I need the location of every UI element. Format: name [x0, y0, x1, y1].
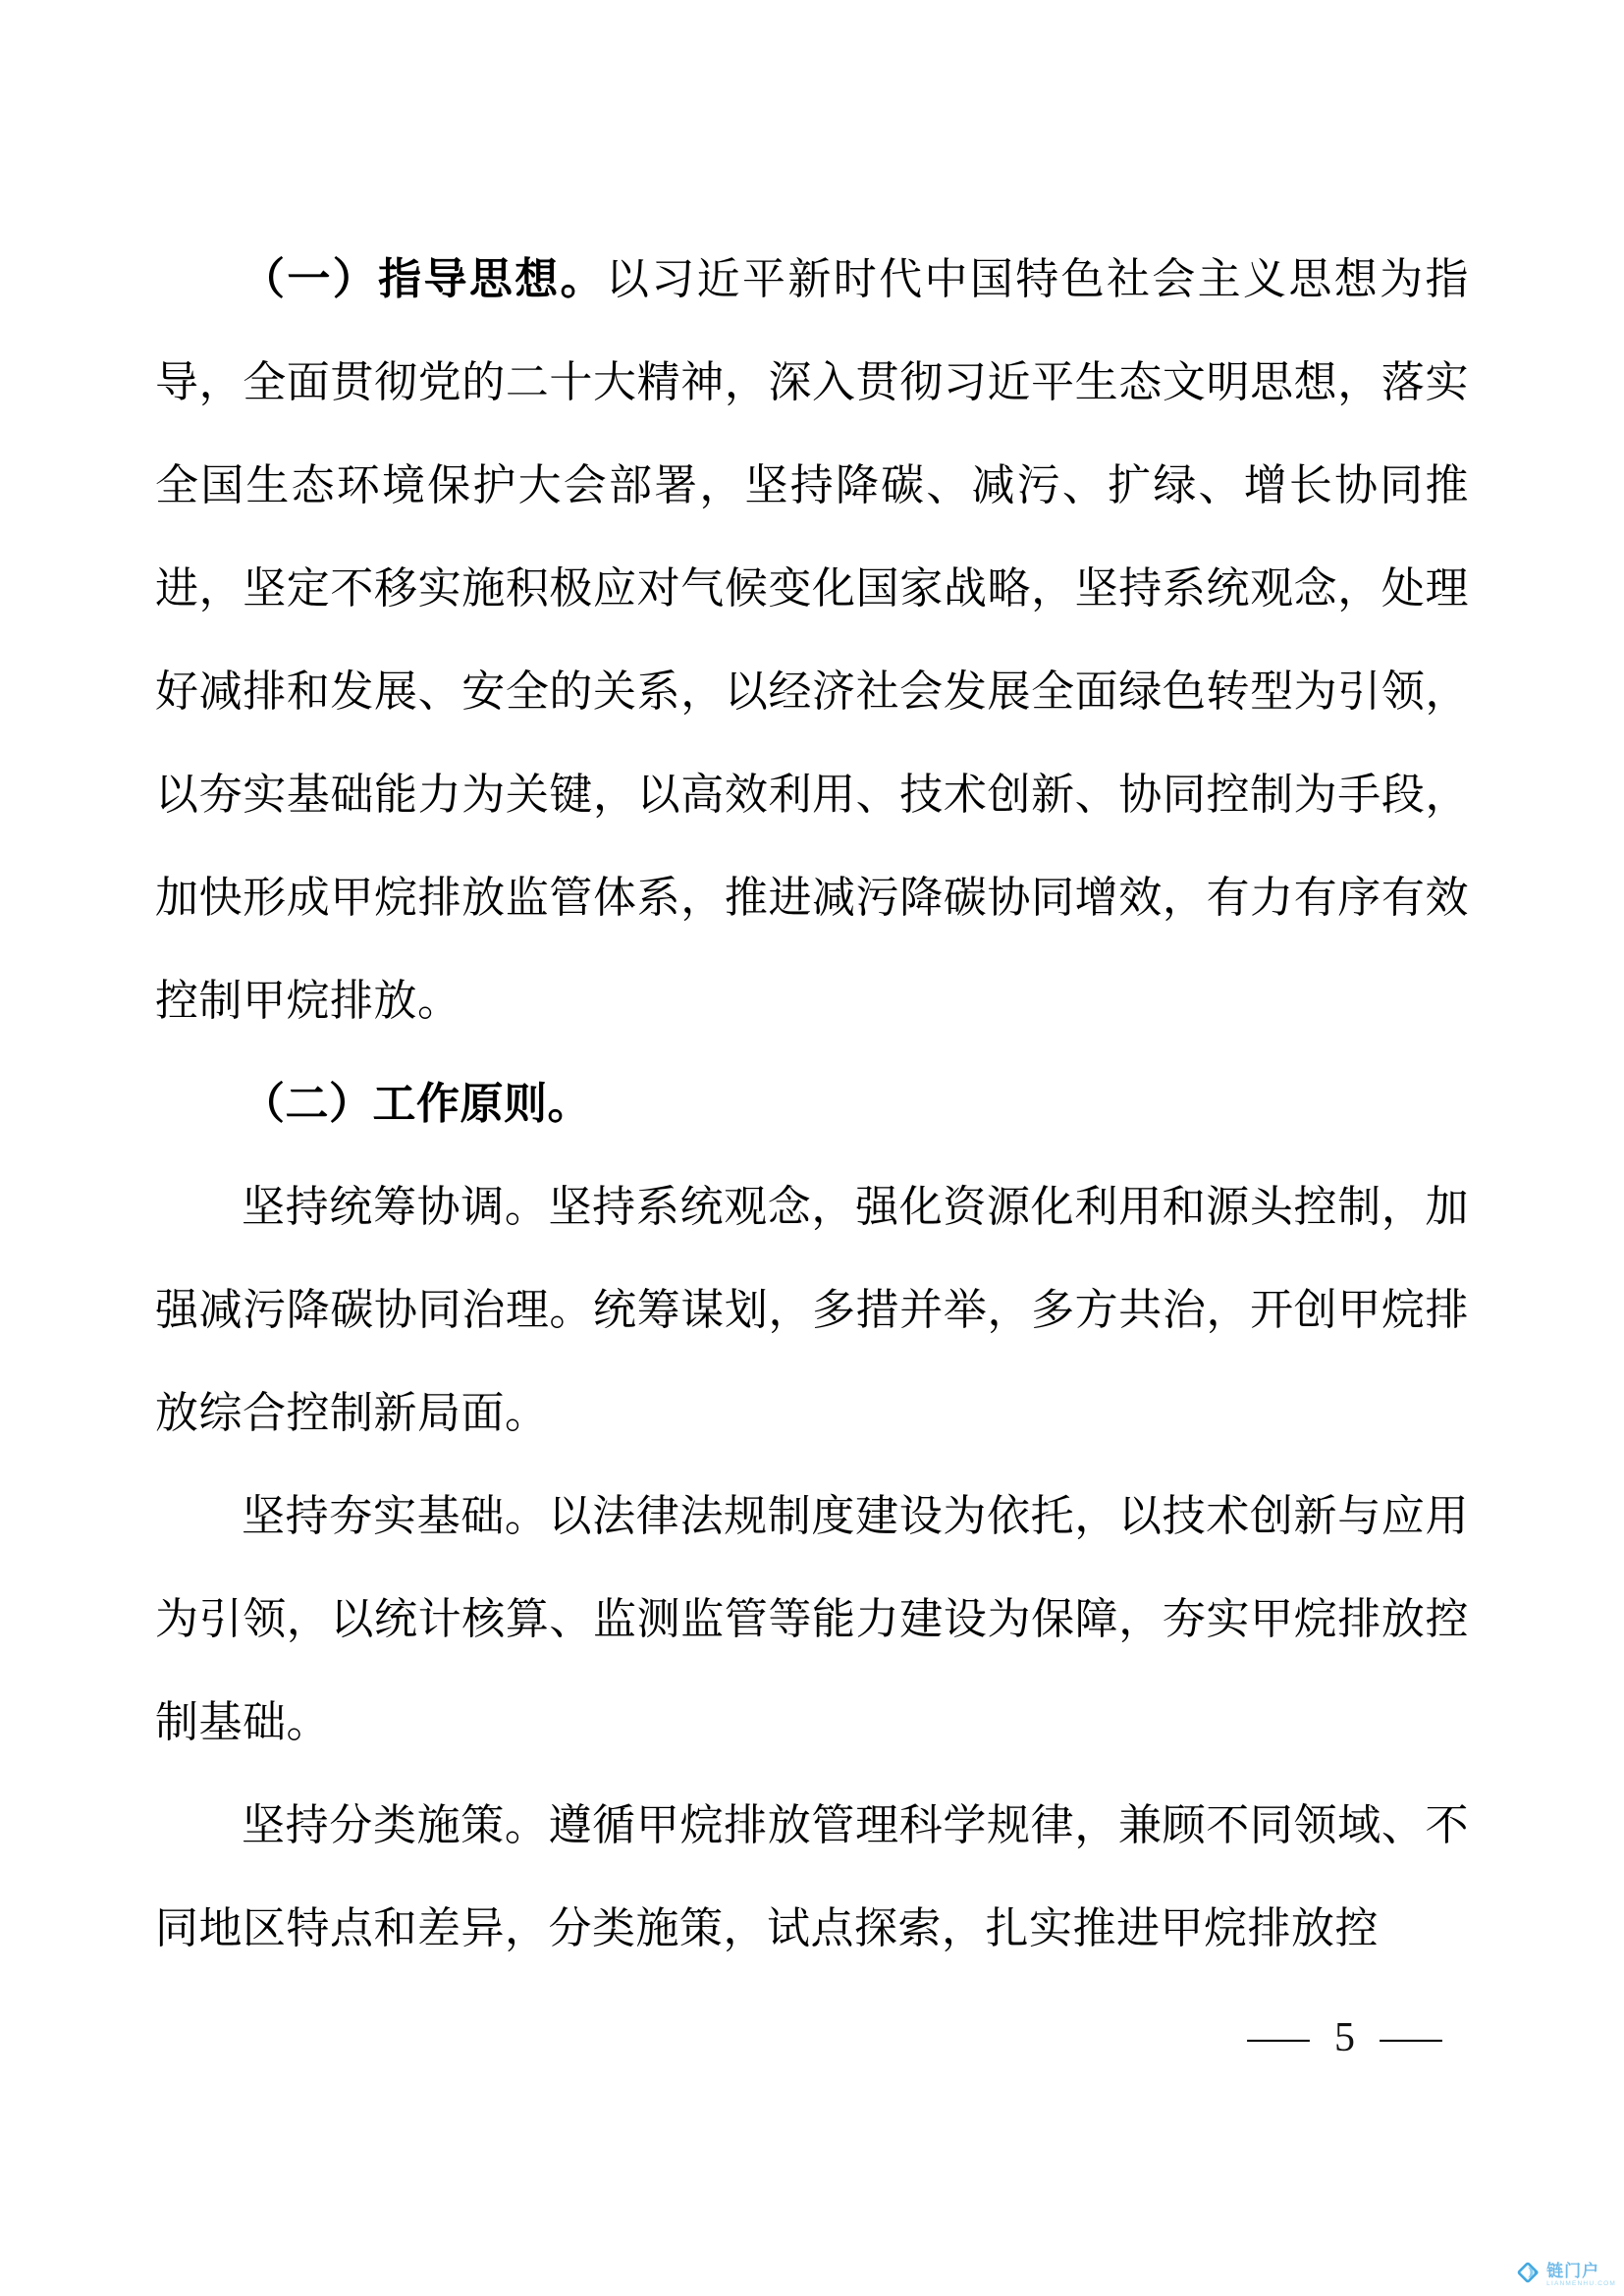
watermark-brand: 链门户: [1546, 2261, 1600, 2280]
watermark-text: [1546, 2263, 1616, 2288]
page-footer: [1247, 2014, 1442, 2061]
section-heading-1: （一）指导思想。: [242, 255, 606, 303]
paragraph-text: 以习近平新时代中国特色社会主义思想为指导，全面贯彻党的二十大精神，深入贯彻习近平生态文明思想，落实全国生态环境保护大会部署，坚持降碳、减污、扩绿、增长协同推进，坚定不移实施积极应对气候变化国家战略，坚持系统观念，处理好减排和发展、安全的关系，以经济社会发展全面绿色转型为引领，以夯实基础能力为关键，以高效利用、技术创新、协同控制为手段，加快形成甲烷排放监管体系，推进减污降碳协同增效，有力有序有效控制甲烷排放。: [155, 255, 1470, 1025]
paragraph-guiding-ideology: [155, 228, 1469, 1052]
page-number: 5: [1334, 2015, 1355, 2060]
watermark: [1515, 2260, 1616, 2290]
paragraph-work-principles: [155, 1052, 1469, 1155]
watermark-domain: LIANMENHU.COM: [1546, 2279, 1616, 2287]
paragraph-text: 坚持统筹协调。坚持系统观念，强化资源化利用和源头控制，加强减污降碳协同治理。统筹谋划，多措并举，多方共治，开创甲烷排放综合控制新局面。: [155, 1183, 1469, 1437]
paragraph-text: 坚持夯实基础。以法律法规制度建设为依托，以技术创新与应用为引领，以统计核算、监测监管等能力建设为保障，夯实甲烷排放控制基础。: [155, 1492, 1469, 1746]
watermark-diamond-logo-icon: [1515, 2260, 1541, 2290]
paragraph-foundation: [155, 1465, 1469, 1774]
footer-dash-left: —: [1247, 2015, 1310, 2060]
paragraph-coordination: [155, 1155, 1469, 1465]
footer-dash-right: —: [1380, 2015, 1442, 2060]
paragraph-text: 坚持分类施策。遵循甲烷排放管理科学规律，兼顾不同领域、不同地区特点和差异，分类施策，试点探索，扎实推进甲烷排放控: [155, 1801, 1469, 1952]
paragraph-classified-policy: [155, 1774, 1469, 1980]
section-heading-2: （二）工作原则。: [242, 1080, 591, 1128]
document-body: [0, 228, 1624, 1980]
